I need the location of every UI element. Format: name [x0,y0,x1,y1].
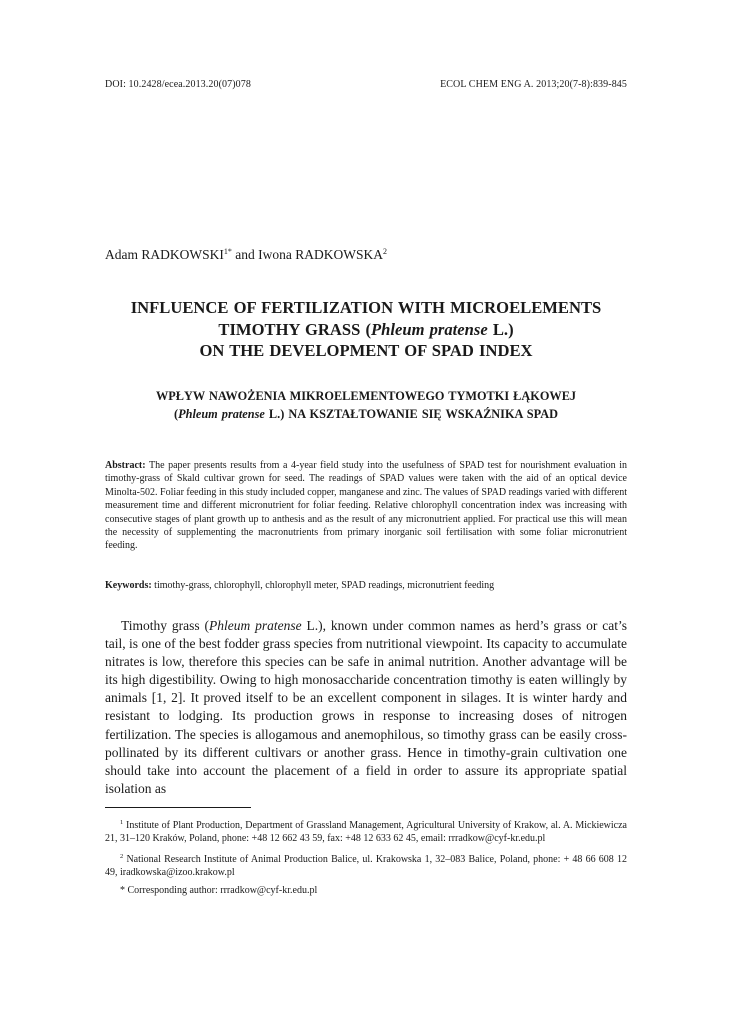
paper-title-polish [105,387,627,423]
footnote-2-text: National Research Institute of Animal Production Balice, ul. Krakowska 1, 32–083 Balice, Poland, phone: + 48 66 608 12 49, iradkowska@izoo.krakow.pl [105,853,627,879]
running-header [105,79,627,90]
title-line-2-pre: TIMOTHY GRASS ( [218,319,371,339]
keywords [105,579,627,592]
doi-text: DOI: 10.2428/ecea.2013.20(07)078 [105,79,251,90]
title-pl-line-2-pre: ( [174,407,179,421]
body-species-italic: Phleum pratense [209,618,302,633]
body-post: L.), known under common names as herd’s grass or cat’s tail, is one of the best fodder grass species from nutritional viewpoint. Its capacity to accumulate nitrates is low, therefore this species can be safe in animal nutrition. Another advantage will be its high digestibility. Owing to high monosaccharide concentration timothy is eaten willingly by animals [1, 2]. It proved itself to be an excellent component in silages. It is winter hardy and resistant to lodging. Its production grows in response to increasing doses of nitrogen fertilization. The species is allogamous and anemophilous, so timothy grass can be easily cross-pollinated by its different cultivars or another grass. Hence in timothy-grain cultivation one should take into account the placement of a field in order to assure its appropriate spatial isolation as [105,618,628,796]
paper-title [105,297,627,362]
title-pl-line-1: WPŁYW NAWOŻENIA MIKROELEMENTOWEGO TYMOTKI ŁĄKOWEJ [155,389,577,403]
title-pl-line-2-post: L.) NA KSZTAŁTOWANIE SIĘ WSKAŹNIKA SPAD [264,407,558,421]
footnote-corresponding [105,884,627,897]
footnote-2 [105,850,627,880]
author-1: Adam RADKOWSKI [105,247,224,262]
title-species-italic: Phleum pratense [371,319,488,339]
title-line-3: ON THE DEVELOPMENT OF SPAD INDEX [199,341,533,360]
corresponding-author-text: * Corresponding author: rrradkow@cyf-kr.edu.pl [120,884,318,896]
author-1-mark: 1* [223,247,232,256]
author-conjunction: and [235,247,255,262]
footnote-divider [105,807,251,808]
footnotes [105,816,627,901]
title-line-2-post: L.) [487,319,514,339]
title-pl-species-italic: Phleum pratense [178,407,265,421]
footnote-2-mark: 2 [120,852,124,860]
title-line-1: INFLUENCE OF FERTILIZATION WITH MICROELEMENTS [130,298,602,317]
body-paragraph [105,617,627,798]
author-2-mark: 2 [383,247,387,256]
author-2: Iwona RADKOWSKA [258,247,383,262]
keywords-label: Keywords: [105,580,152,591]
abstract [105,459,627,553]
abstract-text: The paper presents results from a 4-year field study into the usefulness of SPAD test for nourishment evaluation in timothy-grass of Skald cultivar grown for seed. The readings of SPAD values were taken with the aid of an optical device Minolta-502. Foliar feeding in this study included copper, manganese and zinc. The values of SPAD readings varied with different measurement time and different micronutrient for foliar feeding. Relative chlorophyll concentration index was increasing with consecutive stages of plant growth up to anthesis and as the result of any micronutrient applied. For practical use this will mean the necessity of supplementing the macronutrients from primary inorganic soil fertilisation with some foliar micronutrient feeding. [105,460,627,552]
journal-citation: ECOL CHEM ENG A. 2013;20(7-8):839-845 [440,79,627,90]
body-pre: Timothy grass ( [121,618,210,633]
author-line [105,247,627,263]
footnote-1-text: Institute of Plant Production, Department of Grassland Management, Agricultural University of Krakow, al. A. Mickiewicza 21, 31–120 Kraków, Poland, phone: +48 12 662 43 59, fax: +48 12 633 62 45, email: rrradkow@cyf-kr.edu.pl [105,820,627,845]
keywords-text: timothy-grass, chlorophyll, chlorophyll meter, SPAD readings, micronutrient feeding [154,580,495,591]
abstract-label: Abstract: [105,460,146,471]
footnote-1 [105,816,627,846]
footnote-1-mark: 1 [120,819,124,826]
